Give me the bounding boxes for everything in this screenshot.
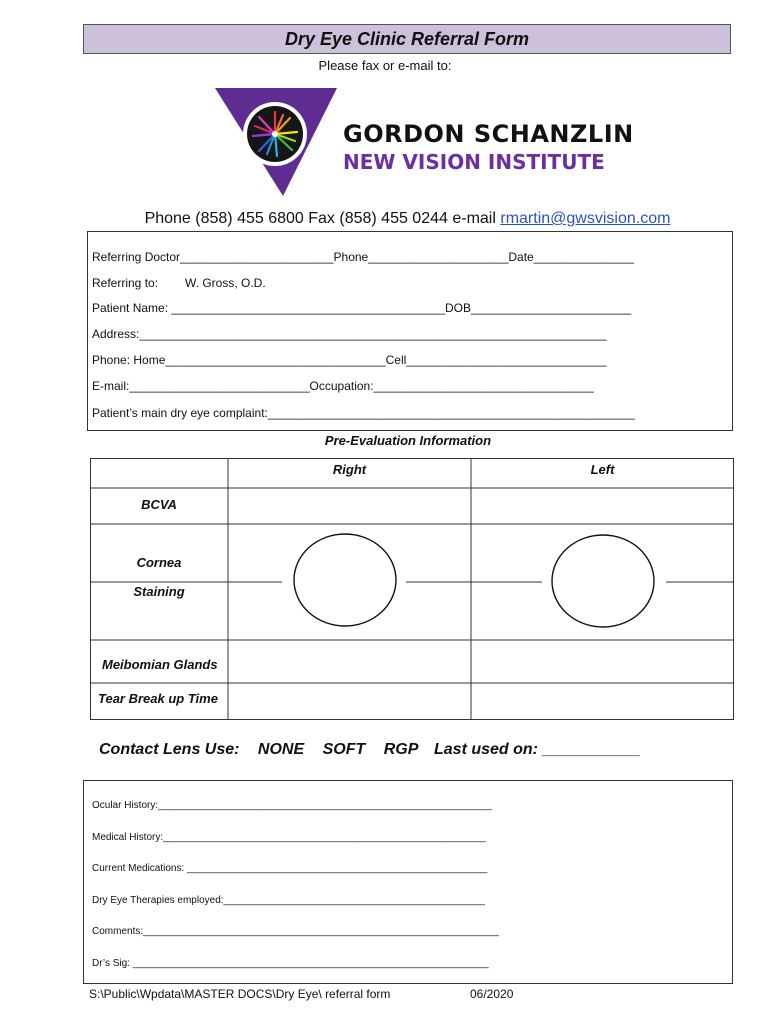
pre-evaluation-heading: Pre-Evaluation Information bbox=[324, 433, 492, 448]
contact-lens-line bbox=[99, 741, 432, 759]
doctor-signature-field[interactable]: Dr’s Sig: ________________________________________________________________ bbox=[92, 958, 489, 969]
fax-instructions: Please fax or e-mail to: bbox=[318, 58, 452, 73]
row-staining-label: Staining bbox=[133, 584, 185, 599]
phone-field[interactable]: Phone: Home_________________________________Cell______________________________ bbox=[92, 353, 607, 367]
row-meibomian-label: Meibomian Glands bbox=[102, 657, 218, 672]
pre-evaluation-table bbox=[90, 458, 734, 720]
row-bcva-label: BCVA bbox=[141, 497, 177, 512]
complaint-field[interactable]: Patient’s main dry eye complaint:_______________________________________________________ bbox=[92, 406, 635, 420]
option-soft[interactable]: SOFT bbox=[322, 741, 366, 758]
referring-to-value: W. Gross, O.D. bbox=[185, 276, 266, 290]
option-rgp[interactable]: RGP bbox=[383, 741, 419, 758]
footer-date: 06/2020 bbox=[470, 987, 514, 1001]
referral-info-box bbox=[87, 231, 733, 431]
logo-name-line2: NEW VISION INSTITUTE bbox=[343, 150, 605, 174]
dry-eye-therapies-field[interactable]: Dry Eye Therapies employed:_______________________________________________ bbox=[92, 895, 485, 906]
referring-doctor-field[interactable]: Referring Doctor_______________________Phone_____________________Date_______________ bbox=[92, 250, 634, 264]
footer-file-path: S:\Public\Wpdata\MASTER DOCS\Dry Eye\ referral form bbox=[89, 987, 391, 1001]
institute-logo-icon bbox=[215, 88, 340, 198]
ocular-history-field[interactable]: Ocular History:____________________________________________________________ bbox=[92, 800, 492, 811]
comments-field[interactable]: Comments:________________________________________________________________ bbox=[92, 926, 500, 937]
patient-name-field[interactable]: Patient Name: _________________________________________DOB________________________ bbox=[92, 301, 632, 315]
referring-to-label: Referring to: bbox=[92, 276, 159, 290]
email-field[interactable]: E-mail:___________________________Occupation:_________________________________ bbox=[92, 379, 594, 393]
email-link[interactable]: rmartin@gwsvision.com bbox=[500, 210, 671, 227]
medical-history-field[interactable]: Medical History:__________________________________________________________ bbox=[92, 832, 486, 843]
row-cornea-label: Cornea bbox=[136, 555, 182, 570]
current-medications-field[interactable]: Current Medications: ______________________________________________________ bbox=[92, 863, 488, 874]
contact-lens-label: Contact Lens Use: bbox=[99, 741, 240, 758]
phone-fax-text: Phone (858) 455 6800 Fax (858) 455 0244 e-mail bbox=[144, 210, 501, 227]
last-used-field[interactable]: Last used on: ___________ bbox=[434, 741, 641, 758]
col-right-header: Right bbox=[332, 462, 367, 477]
form-title-bar bbox=[83, 24, 731, 54]
history-box bbox=[83, 780, 733, 984]
row-tbut-label: Tear Break up Time bbox=[98, 691, 218, 706]
logo-name-line1: GORDON SCHANZLIN bbox=[343, 120, 634, 148]
option-none[interactable]: NONE bbox=[257, 741, 305, 758]
address-field[interactable]: Address:______________________________________________________________________ bbox=[92, 327, 607, 341]
contact-line bbox=[0, 210, 770, 228]
col-left-header: Left bbox=[590, 462, 615, 477]
form-title: Dry Eye Clinic Referral Form bbox=[284, 28, 530, 49]
